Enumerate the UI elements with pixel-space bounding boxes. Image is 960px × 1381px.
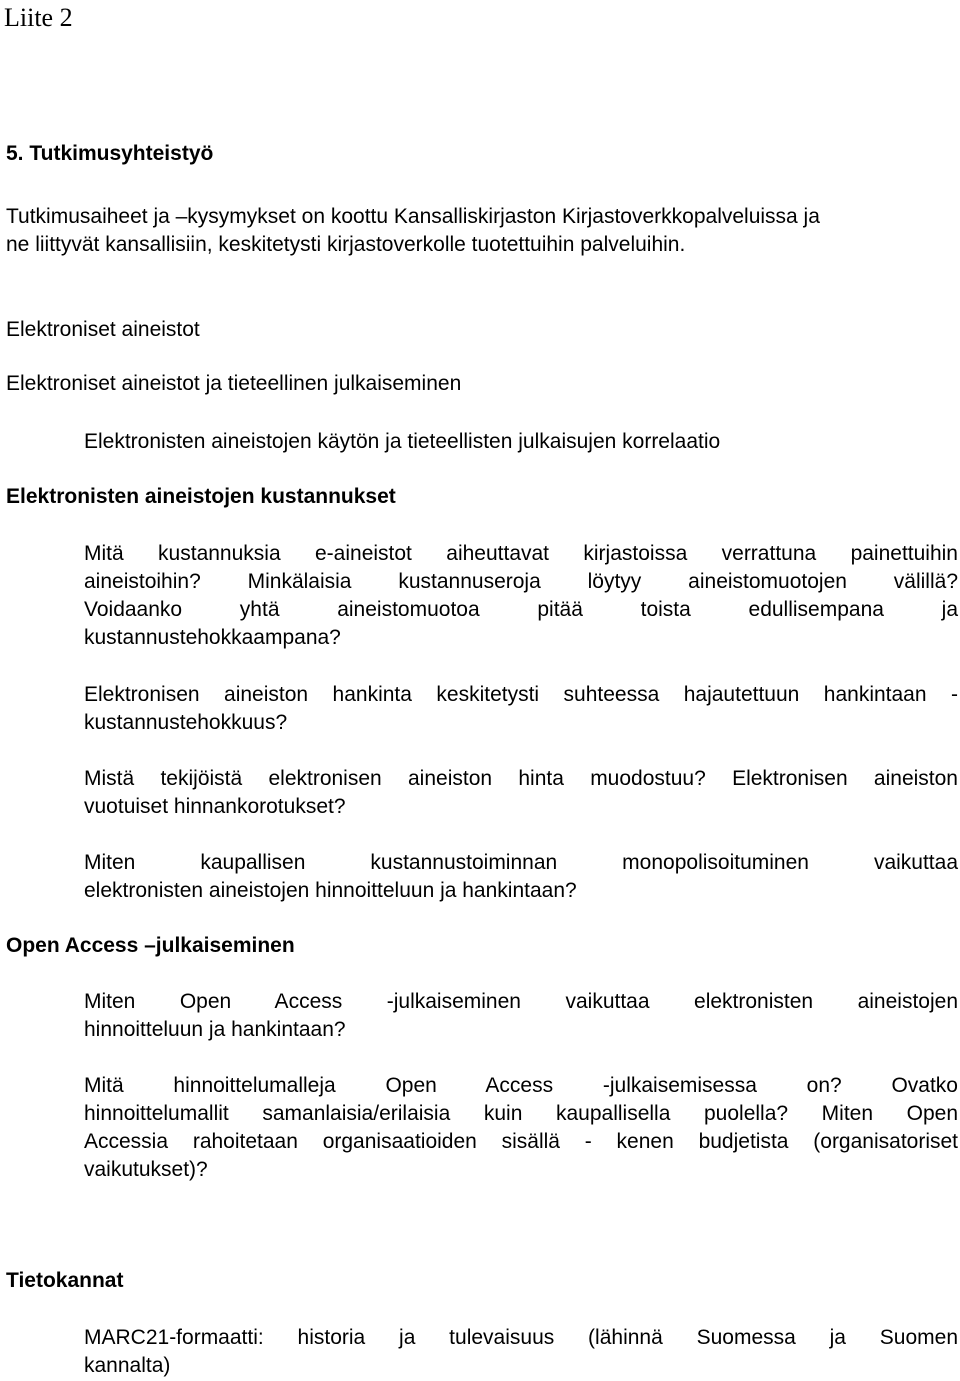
text-line: Voidaanko yhtä aineistomuotoa pitää toista edullisempana ja — [84, 598, 958, 621]
intro-line-2: ne liittyvät kansallisiin, keskitetysti kirjastoverkolle tuotettuihin palveluihin. — [6, 233, 686, 256]
heading-databases: Tietokannat — [6, 1269, 124, 1292]
text-line: aineistoihin? Minkälaisia kustannuseroja löytyy aineistomuotojen välillä? — [84, 570, 958, 593]
subheading-electronic-publishing: Elektroniset aineistot ja tieteellinen julkaiseminen — [6, 372, 462, 395]
heading-open-access: Open Access –julkaiseminen — [6, 934, 295, 957]
text-line: Mitä kustannuksia e-aineistot aiheuttavat kirjastoissa verrattuna painettuihin — [84, 542, 958, 565]
topic-correlation: Elektronisten aineistojen käytön ja tieteellisten julkaisujen korrelaatio — [84, 430, 721, 453]
text-line: Accessia rahoitetaan organisaatioiden sisällä - kenen budjetista (organisatoriset — [84, 1130, 958, 1153]
heading-electronic-materials: Elektroniset aineistot — [6, 318, 200, 341]
text-line: elektronisten aineistojen hinnoitteluun ja hankintaan? — [84, 879, 577, 902]
text-line: hinnoittelumallit samanlaisia/erilaisia kuin kaupallisella puolella? Miten Open — [84, 1102, 958, 1125]
intro-line-1: Tutkimusaiheet ja –kysymykset on koottu Kansalliskirjaston Kirjastoverkkopalveluissa ja — [6, 205, 820, 228]
text-line: hinnoitteluun ja hankintaan? — [84, 1018, 346, 1041]
text-line: Miten kaupallisen kustannustoiminnan monopolisoituminen vaikuttaa — [84, 851, 958, 874]
text-line: MARC21-formaatti: historia ja tulevaisuus (lähinnä Suomessa ja Suomen — [84, 1326, 958, 1349]
text-line: kustannustehokkuus? — [84, 711, 288, 734]
appendix-label: Liite 2 — [4, 3, 73, 32]
text-line: Mitä hinnoittelumalleja Open Access -julkaisemisessa on? Ovatko — [84, 1074, 958, 1097]
text-line: kustannustehokkaampana? — [84, 626, 341, 649]
text-line: vuotuiset hinnankorotukset? — [84, 795, 346, 818]
text-line: Miten Open Access -julkaiseminen vaikuttaa elektronisten aineistojen — [84, 990, 958, 1013]
text-line: Elektronisen aineiston hankinta keskitetysti suhteessa hajautettuun hankintaan - — [84, 683, 958, 706]
text-line: Mistä tekijöistä elektronisen aineiston hinta muodostuu? Elektronisen aineiston — [84, 767, 958, 790]
text-line: kannalta) — [84, 1354, 171, 1377]
text-line: vaikutukset)? — [84, 1158, 208, 1181]
heading-costs: Elektronisten aineistojen kustannukset — [6, 485, 396, 508]
section-title: 5. Tutkimusyhteistyö — [6, 142, 214, 165]
